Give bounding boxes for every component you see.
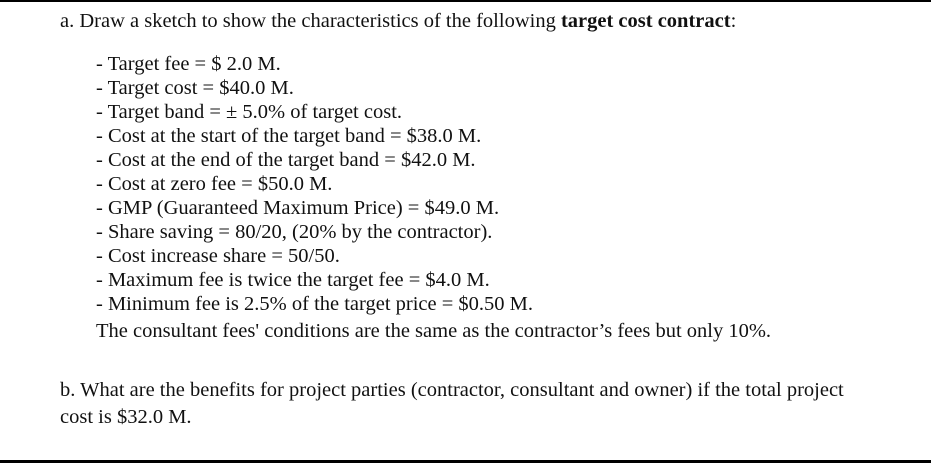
question-a-bold-term: target cost contract	[560, 10, 731, 32]
list-item: - Minimum fee is 2.5% of the target price = $0.50 M.	[96, 293, 534, 315]
list-item: - Share saving = 80/20, (20% by the contractor).	[96, 221, 493, 243]
list-item: - Target fee = $ 2.0 M.	[96, 53, 281, 75]
list-item: - Maximum fee is twice the target fee = $4.0 M.	[96, 269, 490, 291]
list-item: - Target band = ± 5.0% of target cost.	[96, 101, 403, 123]
question-a	[60, 9, 736, 33]
question-b-line-1: b. What are the benefits for project parties (contractor, consultant and owner) if the total project	[60, 379, 844, 401]
consultant-fee-note: The consultant fees' conditions are the same as the contractor’s fees but only 10%.	[96, 320, 772, 342]
list-item: - Cost at the end of the target band = $42.0 M.	[96, 149, 476, 171]
bottom-border	[0, 460, 931, 463]
list-item: - Cost at zero fee = $50.0 M.	[96, 173, 333, 195]
list-item: - GMP (Guaranteed Maximum Price) = $49.0 M.	[96, 197, 500, 219]
list-item: - Cost increase share = 50/50.	[96, 245, 340, 267]
list-item: - Cost at the start of the target band = $38.0 M.	[96, 125, 482, 147]
question-a-prefix: a. Draw a sketch to show the characteristics of the following	[60, 10, 561, 32]
top-border	[0, 0, 931, 2]
list-item: - Target cost = $40.0 M.	[96, 77, 294, 99]
question-b-line-2: cost is $32.0 M.	[60, 406, 192, 428]
contract-parameters-list	[96, 52, 533, 316]
question-a-suffix: :	[730, 10, 737, 32]
